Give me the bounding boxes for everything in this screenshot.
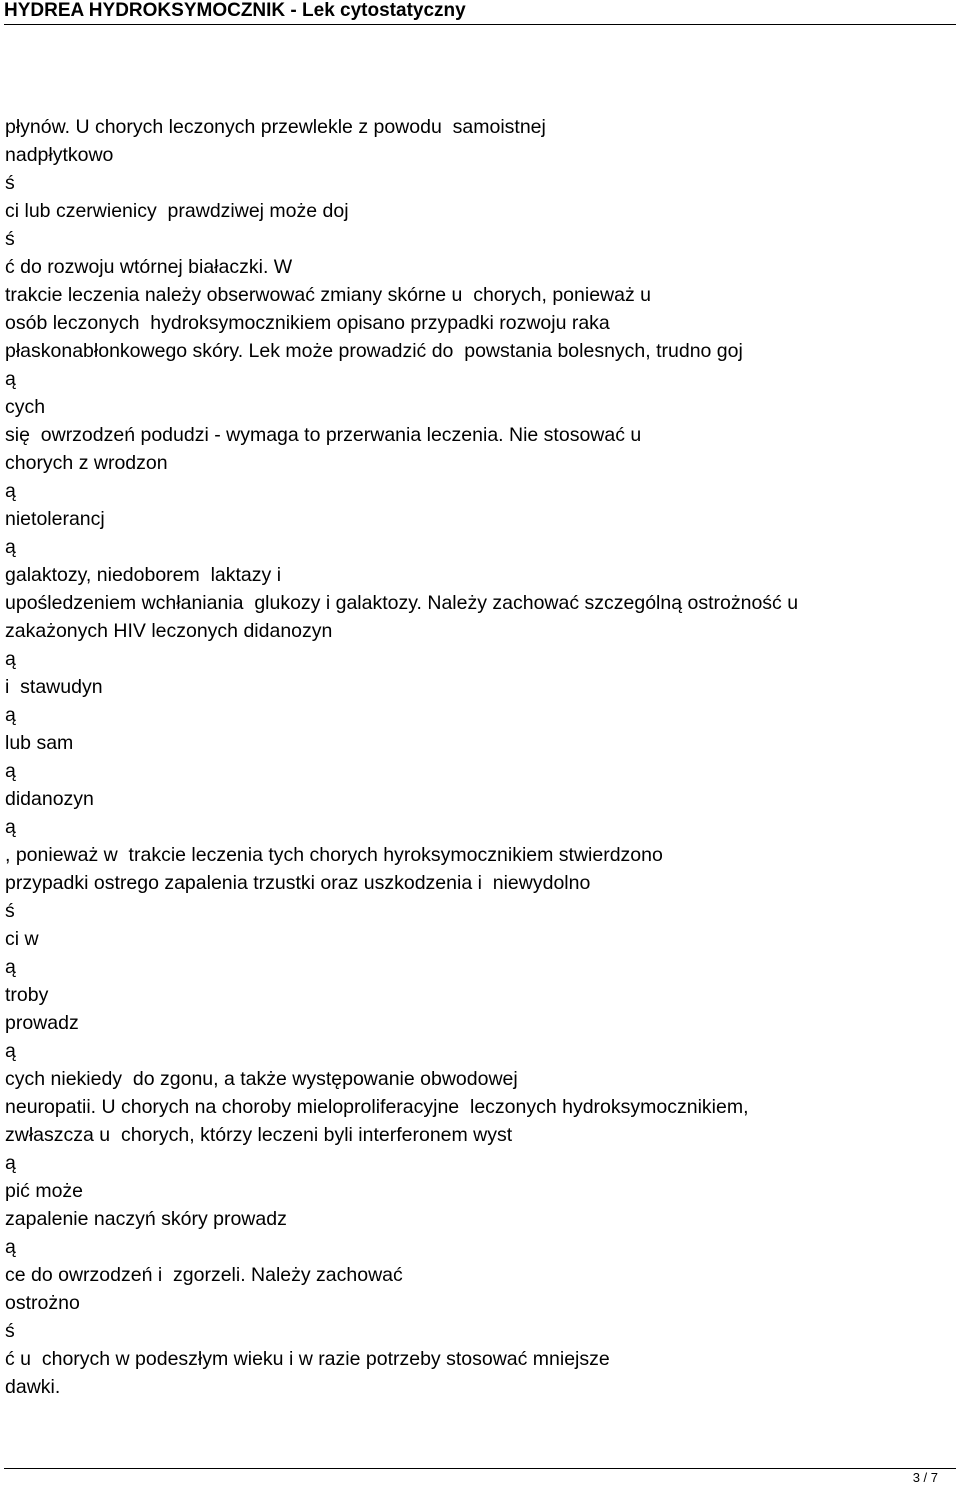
text-line: ś xyxy=(5,1320,15,1342)
text-line: ą xyxy=(5,648,16,670)
text-line: ce do owrzodzeń i zgorzeli. Należy zachować xyxy=(5,1264,403,1286)
document-body xyxy=(5,113,955,1401)
text-line: ą xyxy=(5,1040,16,1062)
text-line: nietolerancj xyxy=(5,508,105,530)
text-line: ci w xyxy=(5,928,39,950)
text-line: cych xyxy=(5,396,46,418)
text-line: ci lub czerwienicy prawdziwej może doj xyxy=(5,200,349,222)
document-header-title: HYDREA HYDROKSYMOCZNIK - Lek cytostatyczny xyxy=(4,0,466,21)
text-line: osób leczonych hydroksymocznikiem opisano przypadki rozwoju raka xyxy=(5,312,610,334)
text-line: zwłaszcza u chorych, którzy leczeni byli interferonem wyst xyxy=(5,1124,513,1146)
text-line: neuropatii. U chorych na choroby mieloproliferacyjne leczonych hydroksymocznikiem, xyxy=(5,1096,749,1118)
text-line: , ponieważ w trakcie leczenia tych chorych hyroksymocznikiem stwierdzono xyxy=(5,844,663,866)
text-line: upośledzeniem wchłaniania glukozy i galaktozy. Należy zachować szczególną ostrożność u xyxy=(5,592,799,614)
text-line: chorych z wrodzon xyxy=(5,452,168,474)
text-line: ą xyxy=(5,536,16,558)
text-line: ą xyxy=(5,704,16,726)
text-line: ć do rozwoju wtórnej białaczki. W xyxy=(5,256,293,278)
text-line: płynów. U chorych leczonych przewlekle z powodu samoistnej xyxy=(5,116,546,138)
text-line: cych niekiedy do zgonu, a także występowanie obwodowej xyxy=(5,1068,518,1090)
text-line: ś xyxy=(5,900,15,922)
text-line: prowadz xyxy=(5,1012,79,1034)
text-line: ą xyxy=(5,956,16,978)
text-line: ą xyxy=(5,1152,16,1174)
text-line: płaskonabłonkowego skóry. Lek może prowadzić do powstania bolesnych, trudno goj xyxy=(5,340,743,362)
footer-divider xyxy=(4,1468,956,1469)
text-line: galaktozy, niedoborem laktazy i xyxy=(5,564,282,586)
text-line: ą xyxy=(5,368,16,390)
text-line: troby xyxy=(5,984,49,1006)
header-divider xyxy=(4,24,956,25)
text-line: pić może xyxy=(5,1180,84,1202)
text-line: zakażonych HIV leczonych didanozyn xyxy=(5,620,333,642)
text-line: ą xyxy=(5,1236,16,1258)
text-line: trakcie leczenia należy obserwować zmiany skórne u chorych, ponieważ u xyxy=(5,284,651,306)
text-line: ą xyxy=(5,760,16,782)
text-line: i stawudyn xyxy=(5,676,103,698)
page-number: 3 / 7 xyxy=(912,1470,938,1485)
text-line: zapalenie naczyń skóry prowadz xyxy=(5,1208,287,1230)
text-line: ć u chorych w podeszłym wieku i w razie potrzeby stosować mniejsze xyxy=(5,1348,610,1370)
text-line: dawki. xyxy=(5,1376,61,1398)
text-line: się owrzodzeń podudzi - wymaga to przerwania leczenia. Nie stosować u xyxy=(5,424,642,446)
text-line: didanozyn xyxy=(5,788,94,810)
text-line: nadpłytkowo xyxy=(5,144,114,166)
text-line: ą xyxy=(5,480,16,502)
text-line: ą xyxy=(5,816,16,838)
text-line: ostrożno xyxy=(5,1292,80,1314)
text-line: ś xyxy=(5,172,15,194)
text-line: lub sam xyxy=(5,732,74,754)
text-line: przypadki ostrego zapalenia trzustki oraz uszkodzenia i niewydolno xyxy=(5,872,591,894)
text-line: ś xyxy=(5,228,15,250)
